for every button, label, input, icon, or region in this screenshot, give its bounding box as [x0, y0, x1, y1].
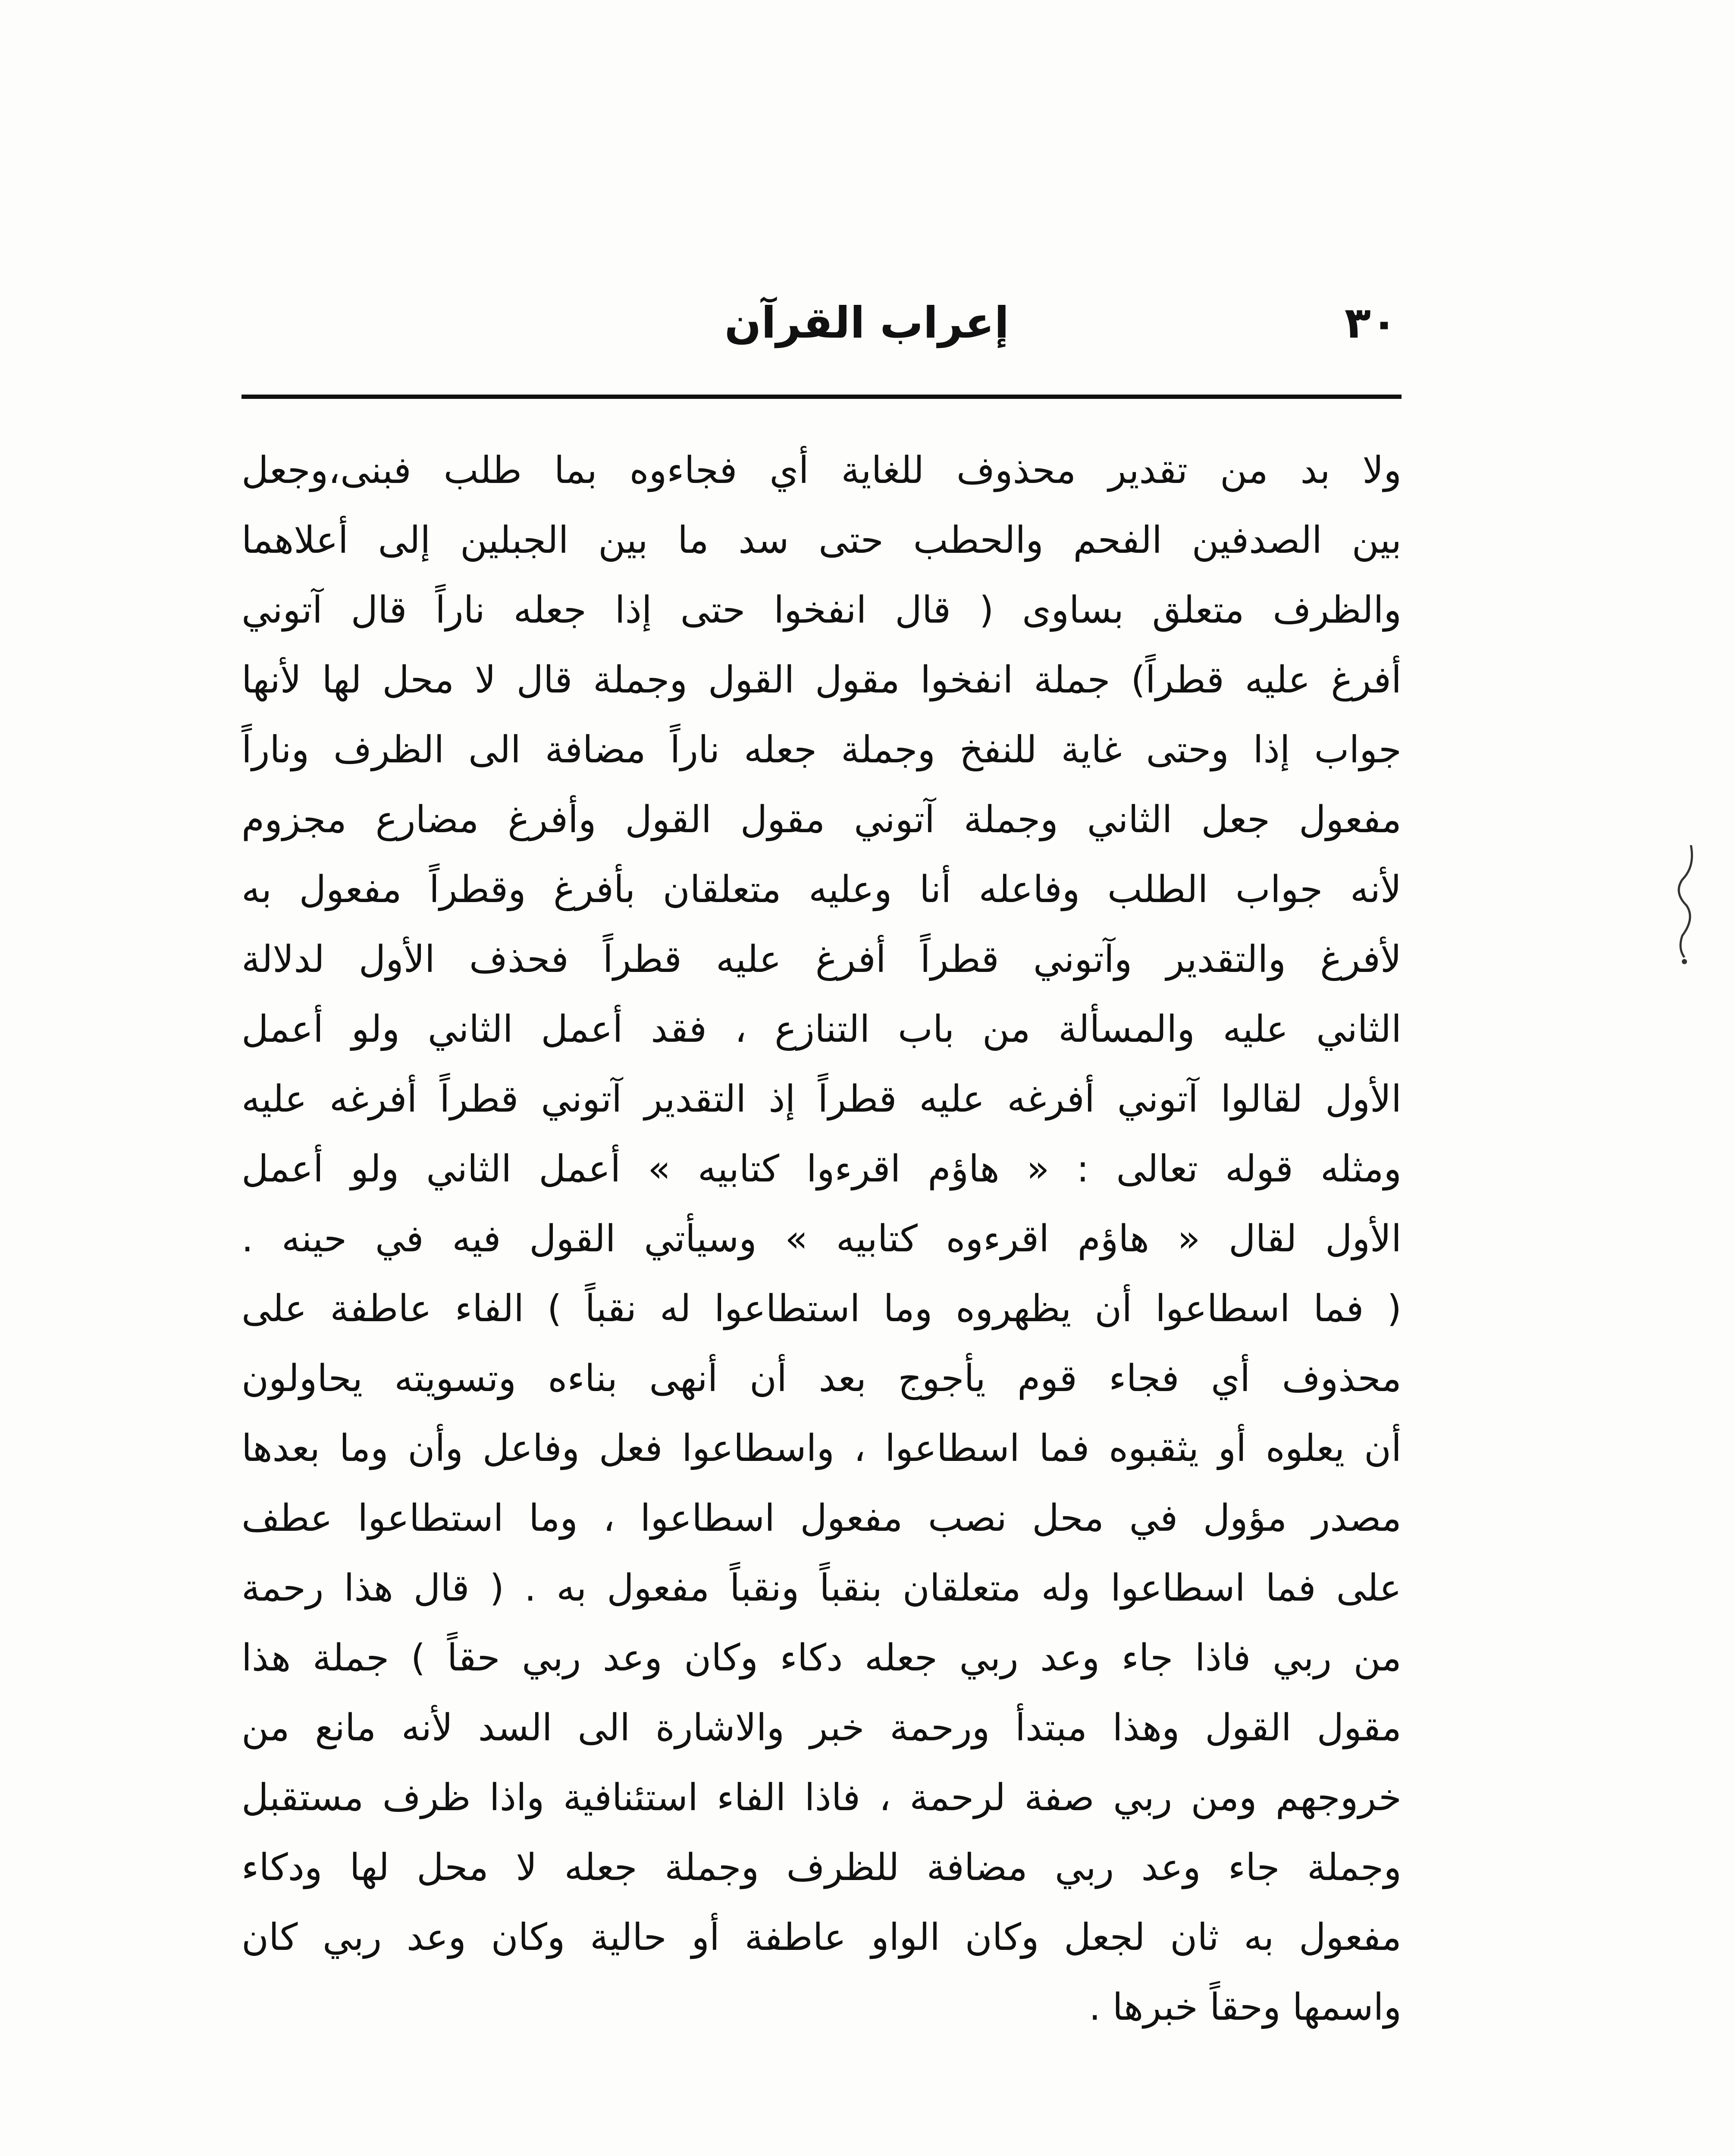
text-line: مقول القول وهذا مبتدأ ورحمة خبر والاشارة الى السد لأنه مانع من	[241, 1706, 1402, 1749]
page-number: ٣٠	[1344, 298, 1397, 348]
text-line: ( فما اسطاعوا أن يظهروه وما استطاعوا له نقباً ) الفاء عاطفة على	[241, 1287, 1402, 1330]
running-title: إعراب القرآن	[724, 298, 1009, 348]
text-line: مفعول جعل الثاني وجملة آتوني مقول القول وأفرغ مضارع مجزوم	[241, 798, 1402, 841]
text-line: لأفرغ والتقدير وآتوني قطراً أفرغ عليه قطراً فحذف الأول لدلالة	[241, 938, 1402, 981]
text-line: خروجهم ومن ربي صفة لرحمة ، فاذا الفاء استئنافية واذا ظرف مستقبل	[241, 1776, 1402, 1819]
page-header	[241, 280, 1397, 392]
text-line: محذوف أي فجاء قوم يأجوج بعد أن أنهى بناءه وتسويته يحاولون	[241, 1357, 1402, 1400]
text-line: على فما اسطاعوا وله متعلقان بنقباً ونقباً مفعول به . ( قال هذا رحمة	[241, 1567, 1402, 1610]
text-line: مفعول به ثان لجعل وكان الواو عاطفة أو حالية وكان وعد ربي كان	[241, 1916, 1402, 1959]
text-line: مصدر مؤول في محل نصب مفعول اسطاعوا ، وما استطاعوا عطف	[241, 1497, 1402, 1540]
text-line: بين الصدفين الفحم والحطب حتى سد ما بين الجبلين إلى أعلاهما	[241, 519, 1402, 562]
text-line: الثاني عليه والمسألة من باب التنازع ، فقد أعمل الثاني ولو أعمل	[241, 1008, 1402, 1051]
margin-pen-mark	[1665, 841, 1700, 970]
text-line: أفرغ عليه قطراً) جملة انفخوا مقول القول وجملة قال لا محل لها لأنها	[241, 658, 1402, 702]
text-line: أن يعلوه أو يثقبوه فما اسطاعوا ، واسطاعوا فعل وفاعل وأن وما بعدها	[241, 1427, 1402, 1470]
text-line: لأنه جواب الطلب وفاعله أنا وعليه متعلقان بأفرغ وقطراً مفعول به	[241, 868, 1402, 911]
text-line: وجملة جاء وعد ربي مضافة للظرف وجملة جعله لا محل لها ودكاء	[241, 1846, 1402, 1889]
text-line: جواب إذا وحتى غاية للنفخ وجملة جعله ناراً مضافة الى الظرف وناراً	[241, 728, 1402, 771]
text-line: الأول لقال « هاؤم اقرءوه كتابيه » وسيأتي القول فيه في حينه .	[241, 1217, 1402, 1260]
body-text	[241, 436, 1402, 2042]
text-line: ومثله قوله تعالى : « هاؤم اقرءوا كتابيه » أعمل الثاني ولو أعمل	[241, 1147, 1402, 1191]
text-line: ولا بد من تقدير محذوف للغاية أي فجاءوه بما طلب فبنى،وجعل	[241, 449, 1402, 492]
text-line: واسمها وحقاً خبرها .	[1089, 1986, 1402, 2029]
header-rule	[241, 395, 1402, 399]
text-line: والظرف متعلق بساوى ( قال انفخوا حتى إذا جعله ناراً قال آتوني	[241, 589, 1402, 632]
text-line: الأول لقالوا آتوني أفرغه عليه قطراً إذ التقدير آتوني قطراً أفرغه عليه	[241, 1078, 1402, 1121]
text-line: من ربي فاذا جاء وعد ربي جعله دكاء وكان وعد ربي حقاً ) جملة هذا	[241, 1636, 1402, 1680]
